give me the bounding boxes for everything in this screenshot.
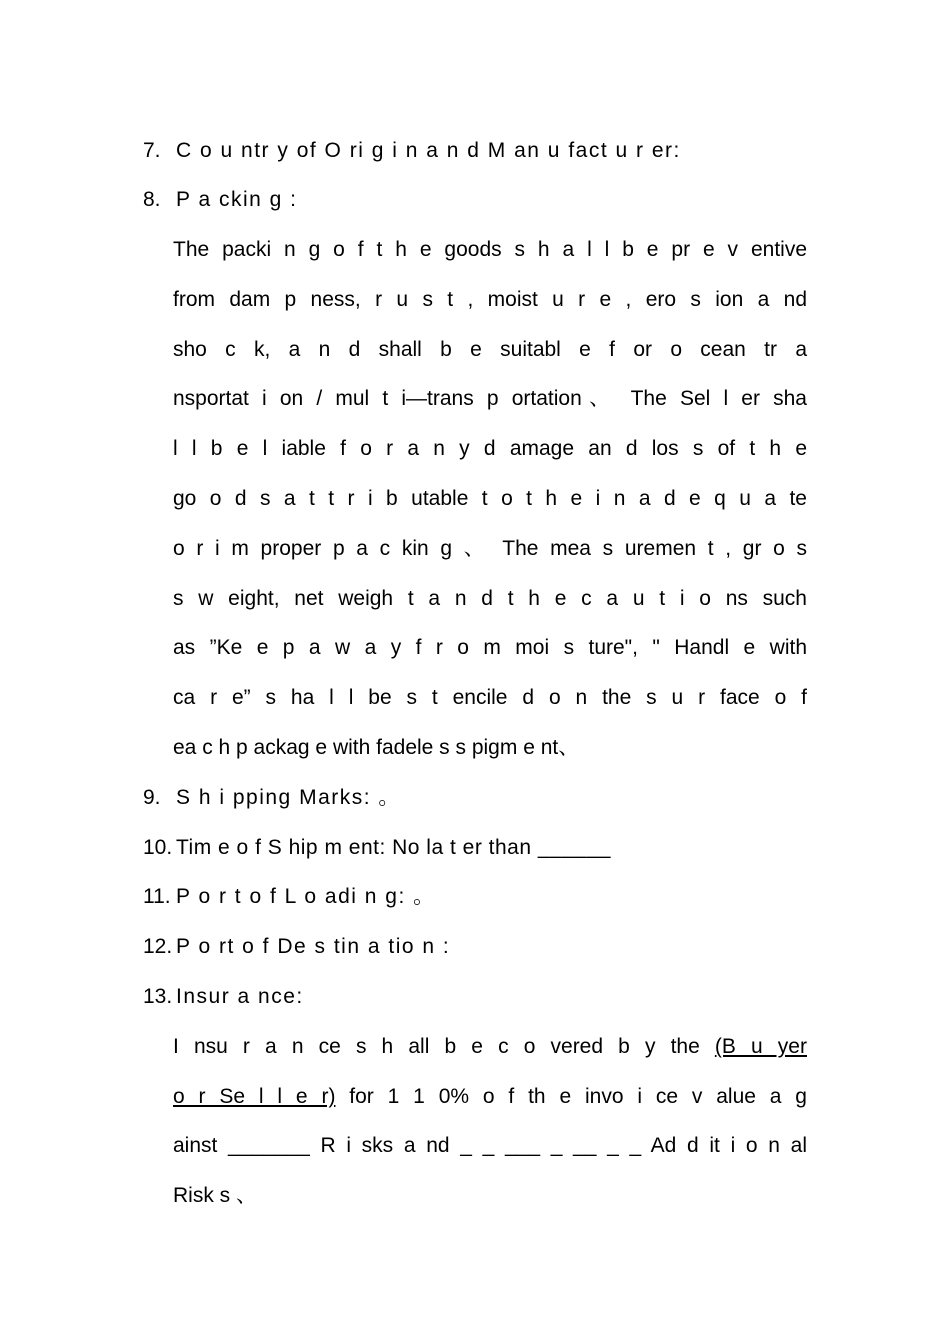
- insurance-line-1: [173, 1033, 807, 1061]
- item-number-13: 13.: [143, 985, 173, 1008]
- item-number-12: 12.: [143, 935, 173, 958]
- item-packing: P a ckin g :: [176, 188, 298, 211]
- item-number-11: 11.: [143, 885, 171, 908]
- packing-line-7: o r i m proper p a c kin g 、 The mea s uremen t , gr o s: [173, 537, 807, 560]
- insurance-buyer-option: (B u yer: [714, 1035, 807, 1058]
- packing-line-9: as ”Ke e p a w a y f r o m moi s ture", " Handl e with: [173, 636, 807, 659]
- packing-line-3: sho c k, a n d shall b e suitabl e f or o cean tr a: [173, 338, 807, 361]
- item-number-7: 7.: [143, 139, 161, 162]
- insurance-seller-option: o r Se l l e r): [173, 1085, 336, 1108]
- item-port-of-loading: P o r t o f L o adi n g: 。: [176, 885, 436, 908]
- item-number-9: 9.: [143, 786, 161, 809]
- packing-line-6: go o d s a t t r i b utable t o t h e i n a d e q u a te: [173, 487, 807, 510]
- packing-line-2: from dam p ness, r u s t , moist u r e , ero s ion a nd: [173, 288, 807, 311]
- insurance-line-2: [173, 1083, 807, 1111]
- item-number-8: 8.: [143, 188, 161, 211]
- insurance-line-4: Risk s 、: [173, 1184, 257, 1207]
- item-shipping-marks: S h i pping Marks: 。: [176, 786, 401, 809]
- item-time-of-shipment: Tim e o f S hip m ent: No la t er than ______: [176, 836, 611, 859]
- packing-line-10: ca r e” s ha l l be s t encile d o n the s u r face o f: [173, 686, 807, 709]
- item-insurance: Insur a nce:: [176, 985, 304, 1008]
- insurance-line-3: ainst _______ R i sks a nd _ _ ___ _ __ _ _ Ad d it i o n al: [173, 1134, 807, 1157]
- packing-line-11: ea c h p ackag e with fadele s s pigm e nt、: [173, 736, 580, 759]
- insurance-line-2-text: for 1 1 0% o f th e invo i ce v alue a g: [335, 1085, 807, 1108]
- packing-line-4: nsportat i on / mul t i—trans p ortation、 The Sel l er sha: [173, 387, 807, 410]
- packing-line-1: The packi n g o f t h e goods s h a l l b e pr e v entive: [173, 238, 807, 261]
- packing-line-8: s w eight, net weigh t a n d t h e c a u t i o ns such: [173, 587, 807, 610]
- packing-line-5: l l b e l iable f o r a n y d amage an d los s of t h e: [173, 437, 807, 460]
- insurance-line-1-text: I nsu r a n ce s h all b e c o vered b y the: [173, 1035, 715, 1058]
- item-country-of-origin: C o u ntr y of O ri g i n a n d M an u fact u r er:: [176, 139, 681, 162]
- item-number-10: 10.: [143, 836, 173, 859]
- item-port-of-destination: P o rt o f De s tin a tio n :: [176, 935, 451, 958]
